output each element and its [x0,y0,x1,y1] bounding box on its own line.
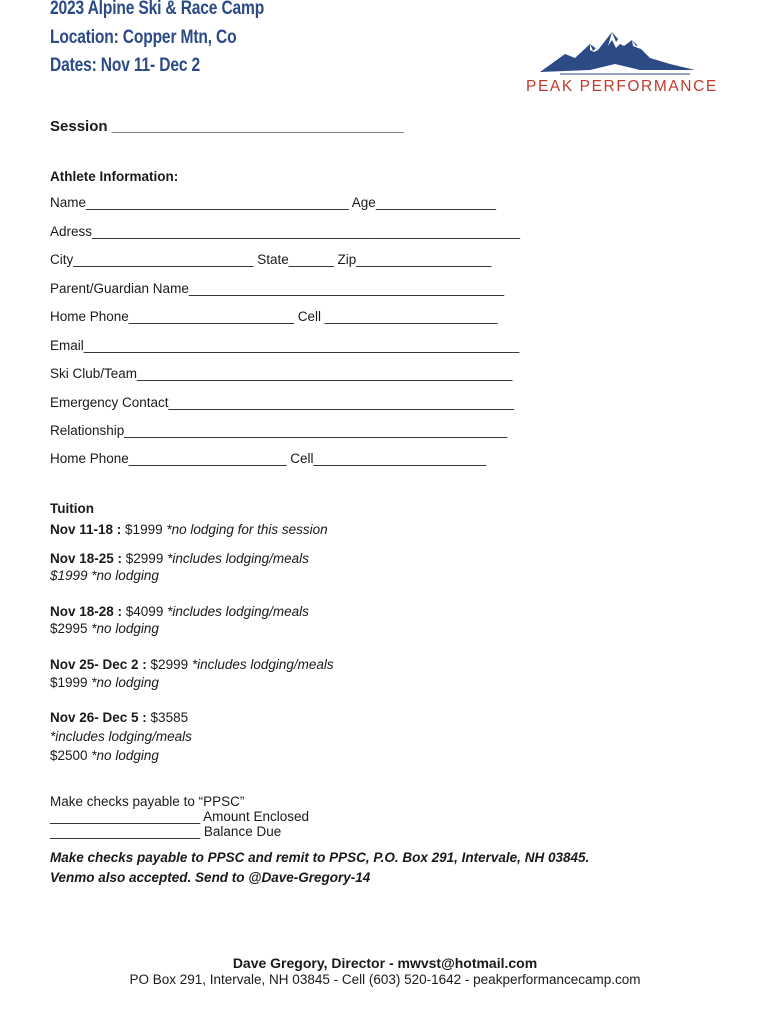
tuition-session-3: Nov 18-28 : $4099 *includes lodging/meals [50,604,309,619]
camp-title: 2023 Alpine Ski & Race Camp [50,0,265,19]
tuition-heading: Tuition [50,501,94,516]
balance-due-field[interactable]: ____________________ Balance Due [50,824,282,839]
logo-text: PEAK PERFORMANCE [526,78,718,95]
tuition-session-3-alt: $2995 *no lodging [50,621,159,636]
mailing-contact: PO Box 291, Intervale, NH 03845 - Cell (603) 520-1642 - peakperformancecamp.com [129,972,641,987]
camp-dates: Dates: Nov 11- Dec 2 [50,55,200,76]
tuition-session-4-alt: $1999 *no lodging [50,675,159,690]
emergency-contact-field[interactable]: Emergency Contact______________________________________________ [50,395,514,410]
payable-note: Make checks payable to “PPSC” [50,794,245,809]
parent-guardian-field[interactable]: Parent/Guardian Name__________________________________________ [50,281,505,296]
home-phone-cell-field[interactable]: Home Phone______________________ Cell _______________________ [50,309,498,324]
ski-club-field[interactable]: Ski Club/Team__________________________________________________ [50,366,513,381]
relationship-field[interactable]: Relationship___________________________________________________ [50,423,508,438]
city-state-zip-field[interactable]: City________________________ State______ Zip__________________ [50,252,492,267]
tuition-session-4: Nov 25- Dec 2 : $2999 *includes lodging/meals [50,657,334,672]
tuition-session-1: Nov 11-18 : $1999 *no lodging for this session [50,522,328,537]
email-field[interactable]: Email__________________________________________________________ [50,338,520,353]
amount-enclosed-field[interactable]: ____________________ Amount Enclosed [50,809,309,824]
tuition-session-5: Nov 26- Dec 5 : $3585 [50,710,189,725]
tuition-session-5-note: *includes lodging/meals [50,729,192,744]
tuition-session-2: Nov 18-25 : $2999 *includes lodging/meals [50,551,309,566]
athlete-info-heading: Athlete Information: [50,169,179,184]
name-age-field[interactable]: Name___________________________________ Age________________ [50,195,496,210]
tuition-session-5-alt: $2500 *no lodging [50,748,159,763]
session-field[interactable]: Session ___________________________________ [50,118,404,135]
camp-location: Location: Copper Mtn, Co [50,27,237,48]
director-contact: Dave Gregory, Director - mwvst@hotmail.com [232,955,538,971]
address-field[interactable]: Adress_________________________________________________________ [50,224,520,239]
emergency-phone-field[interactable]: Home Phone_____________________ Cell_______________________ [50,451,487,466]
venmo-instructions: Venmo also accepted. Send to @Dave-Gregory-14 [50,870,371,885]
remit-instructions: Make checks payable to PPSC and remit to PPSC, P.O. Box 291, Intervale, NH 03845. [50,850,590,865]
tuition-session-2-alt: $1999 *no lodging [50,568,159,583]
